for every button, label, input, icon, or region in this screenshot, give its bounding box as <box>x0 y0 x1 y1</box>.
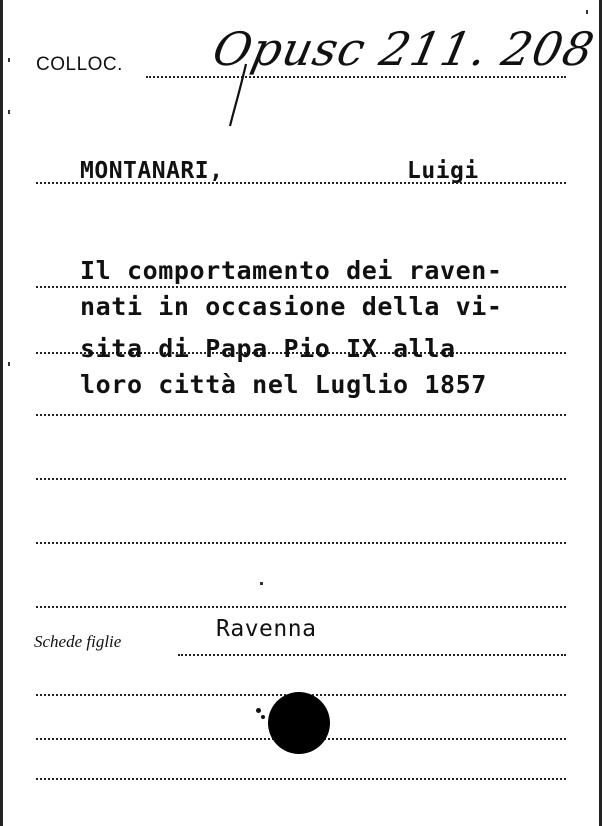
punch-hole <box>268 692 330 754</box>
shelfmark-flourish <box>224 60 254 130</box>
title-line-1: Il comportamento dei raven- <box>80 256 503 285</box>
colloc-label: COLLOC. <box>36 54 123 75</box>
author-surname: MONTANARI, <box>80 158 224 184</box>
colloc-rule <box>146 76 566 78</box>
title-line-4: loro città nel Luglio 1857 <box>80 370 487 399</box>
speck <box>8 362 10 366</box>
blank-rule <box>36 478 566 480</box>
speck <box>8 58 10 62</box>
author-forename: Luigi <box>407 158 479 184</box>
shelfmark: Opusc 211. 208 <box>208 22 600 76</box>
title-rule <box>36 414 566 416</box>
speck <box>256 708 261 713</box>
blank-rule <box>36 606 566 608</box>
speck <box>261 715 265 719</box>
blank-rule <box>36 542 566 544</box>
title-line-2: nati in occasione della vi- <box>80 292 503 321</box>
speck <box>260 582 263 585</box>
speck <box>586 10 588 14</box>
schede-rule <box>178 654 566 656</box>
blank-rule <box>36 778 566 780</box>
subject-place: Ravenna <box>216 616 317 642</box>
title-line-3: sita di Papa Pio IX alla <box>80 334 456 363</box>
schede-figlie-label: Schede figlie <box>34 632 122 651</box>
card-left-edge <box>0 0 3 826</box>
title-rule <box>36 286 566 288</box>
speck <box>8 110 10 114</box>
